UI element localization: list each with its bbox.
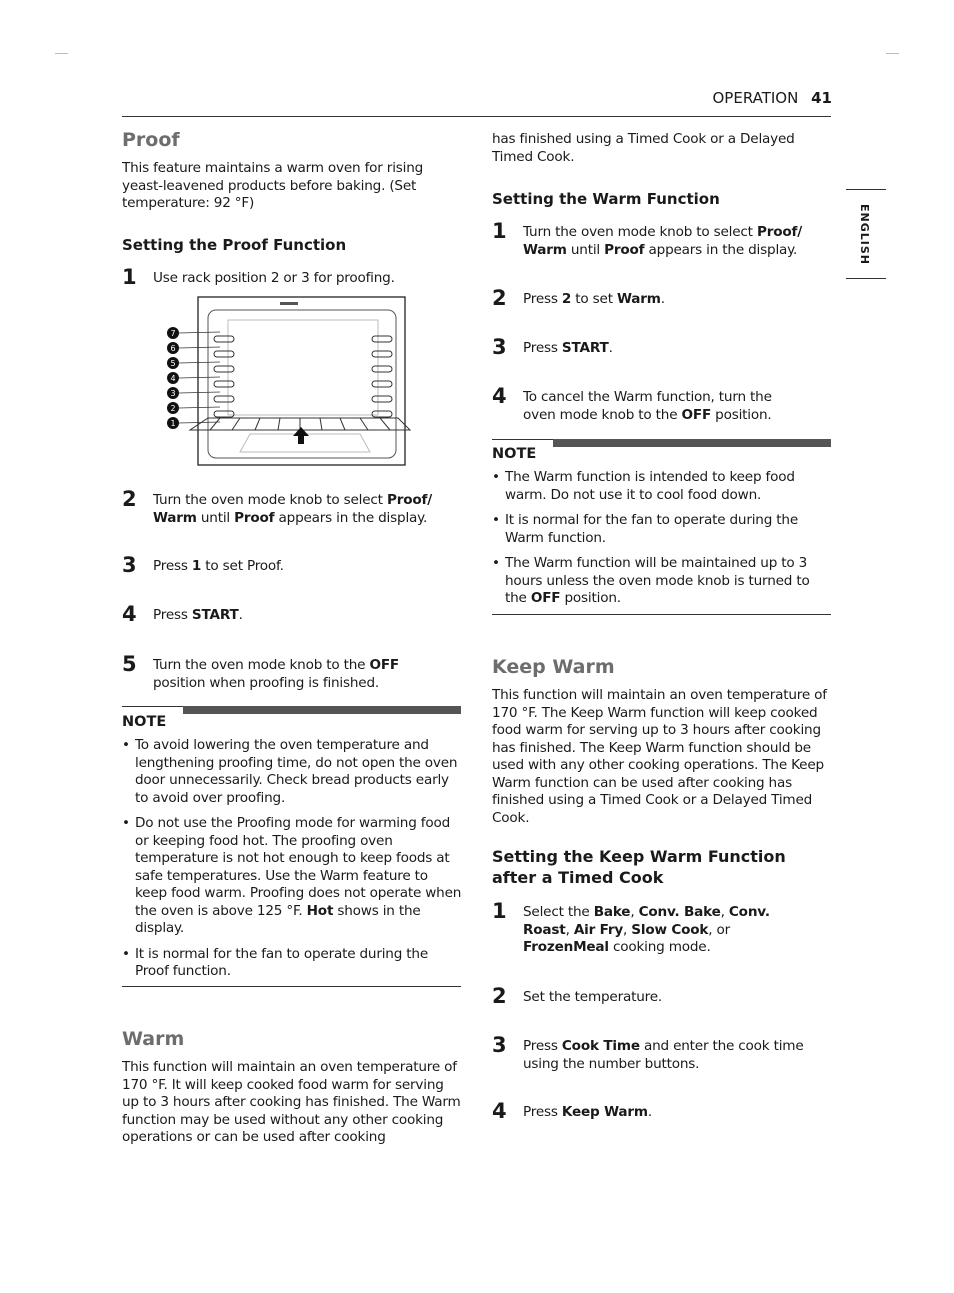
step-text xyxy=(523,1034,808,1073)
rack-support xyxy=(372,351,392,357)
rack-support xyxy=(372,336,392,342)
step-text xyxy=(523,985,808,1007)
keep-warm-title: Keep Warm xyxy=(492,656,615,678)
step-3 xyxy=(492,1034,802,1073)
text-segment: Press xyxy=(523,1104,562,1120)
step-number: 2 xyxy=(492,286,507,310)
note-bar xyxy=(183,706,461,714)
rack-position-label: 4 xyxy=(170,374,176,383)
rack-support xyxy=(372,381,392,387)
language-tab xyxy=(846,189,886,279)
step-2 xyxy=(492,985,802,1007)
warm-intro-continued: has finished using a Timed Cook or a Delayed Timed Cook. xyxy=(492,131,795,165)
rack-position-label: 2 xyxy=(170,404,176,413)
text-segment: cooking mode. xyxy=(608,939,711,955)
note-item xyxy=(122,815,462,938)
rack-position-label: 6 xyxy=(170,344,176,353)
text-segment: To cancel the Warm function, turn the oven mode knob to the xyxy=(523,389,772,423)
rack-support xyxy=(372,411,392,417)
text-segment: To avoid lowering the oven temperature and lengthening proofing time, do not open the oven door unnecessarily. Check bread products early to avoid over proofing. xyxy=(135,737,458,806)
text-segment: appears in the display. xyxy=(274,509,428,526)
text-segment: Proof/ Warm xyxy=(153,492,432,526)
step-number: 5 xyxy=(122,652,137,676)
text-segment: Use rack position 2 or 3 for proofing. xyxy=(153,270,395,286)
rack-support xyxy=(214,396,234,402)
text-segment: The Warm function is intended to keep food warm. Do not use it to cool food down. xyxy=(505,469,795,503)
step-number: 4 xyxy=(492,384,507,408)
text-segment: Proof xyxy=(604,241,645,258)
text-segment: START xyxy=(191,607,239,623)
step-text xyxy=(153,488,438,527)
header-rule xyxy=(122,116,831,117)
text-segment: Select the xyxy=(523,904,594,920)
keep-warm-subtitle: Setting the Keep Warm Function after a Timed Cook xyxy=(492,847,786,887)
text-segment: OFF xyxy=(369,657,399,673)
text-segment: It is normal for the fan to operate during the Proof function. xyxy=(135,945,428,979)
text-segment: START xyxy=(561,340,609,356)
text-segment: Press xyxy=(523,1038,562,1054)
section-rule xyxy=(492,614,831,615)
page-header xyxy=(712,89,832,107)
rack-support xyxy=(214,381,234,387)
text-segment: until xyxy=(566,241,605,258)
warm-intro: This function will maintain an oven temperature of 170 °F. It will keep cooked food warm for serving up to 3 hours after cooking has finished. The Warm function may be used without any other cooking operations or can be used after cooking xyxy=(122,1059,461,1145)
text-segment: Proof/ Warm xyxy=(523,224,802,258)
step-3 xyxy=(492,336,802,358)
warm-title: Warm xyxy=(122,1028,185,1050)
step-1 xyxy=(492,900,802,957)
step-text xyxy=(153,554,438,576)
step-4 xyxy=(122,603,432,625)
text-segment: to set Proof. xyxy=(201,558,284,574)
text-segment: Press xyxy=(153,607,192,623)
text-segment: , xyxy=(720,904,729,920)
section-rule xyxy=(122,986,461,987)
rack-position-label: 7 xyxy=(170,329,176,338)
text-segment: and enter the cook time using the number buttons. xyxy=(523,1038,804,1072)
text-segment: Conv. Roast xyxy=(523,904,770,938)
rack-support xyxy=(372,366,392,372)
text-segment: Hot xyxy=(306,902,334,919)
text-segment: Proof xyxy=(234,509,275,526)
step-5 xyxy=(122,653,432,692)
text-segment: appears in the display. xyxy=(644,241,798,258)
text-segment: 1 xyxy=(191,558,202,574)
text-segment: Turn the oven mode knob to the xyxy=(153,657,370,673)
note-item xyxy=(122,737,462,807)
proof-notes xyxy=(122,737,462,989)
text-segment: OFF xyxy=(530,590,561,606)
step-text xyxy=(153,653,438,692)
step-text xyxy=(153,266,438,288)
rack-position-label: 3 xyxy=(170,389,176,398)
step-text xyxy=(153,603,438,625)
step-text xyxy=(523,336,808,358)
step-number: 1 xyxy=(492,899,507,923)
step-number: 2 xyxy=(122,487,137,511)
text-segment: Press xyxy=(523,340,562,356)
step-number: 3 xyxy=(492,1033,507,1057)
text-segment: , xyxy=(630,904,639,920)
note-item xyxy=(492,512,822,547)
section-name: OPERATION xyxy=(712,89,799,107)
proof-title: Proof xyxy=(122,129,180,151)
text-segment: shows in the display. xyxy=(135,902,421,936)
warm-subtitle: Setting the Warm Function xyxy=(492,190,720,208)
step-1 xyxy=(492,220,802,259)
rack-support xyxy=(372,396,392,402)
rack-position-label: 5 xyxy=(170,359,176,368)
rack-support xyxy=(214,366,234,372)
step-2 xyxy=(122,488,432,527)
keep-warm-intro: This function will maintain an oven temperature of 170 °F. The Keep Warm function will keep cooked food warm for serving up to 3 hours after cooking has finished. The Keep Warm function should be used with any other cooking operations. The Keep Warm function can be used after cooking has finished using a Timed Cook or a Delayed Timed Cook. xyxy=(492,687,827,826)
rack-support xyxy=(214,351,234,357)
step-number: 4 xyxy=(492,1099,507,1123)
note-bar xyxy=(553,439,831,447)
text-segment: The Warm function will be maintained up to 3 hours unless the oven mode knob is turned to the xyxy=(505,555,810,606)
text-segment: . xyxy=(608,340,613,356)
text-segment: to set xyxy=(571,291,617,307)
warm-notes xyxy=(492,469,822,616)
step-text xyxy=(523,287,808,309)
text-segment: FrozenMeal xyxy=(523,939,609,955)
note-item xyxy=(122,946,462,981)
text-segment: Air Fry xyxy=(573,921,624,938)
oven-rack-diagram xyxy=(160,294,420,468)
note-label: NOTE xyxy=(122,714,167,730)
step-3 xyxy=(122,554,432,576)
text-segment: . xyxy=(660,291,665,307)
step-number: 1 xyxy=(492,219,507,243)
text-segment: , xyxy=(565,921,574,938)
step-number: 1 xyxy=(122,265,137,289)
text-segment: position. xyxy=(711,406,772,423)
step-1 xyxy=(122,266,432,288)
text-segment: Keep Warm xyxy=(561,1104,648,1120)
proof-intro: This feature maintains a warm oven for rising yeast-leavened products before baking. (Set temperature: 92 °F) xyxy=(122,160,424,211)
text-segment: . xyxy=(238,607,243,623)
note-item xyxy=(492,555,822,608)
step-number: 4 xyxy=(122,602,137,626)
crop-mark xyxy=(55,53,68,54)
text-segment: Conv. Bake xyxy=(638,904,721,920)
text-segment: Bake xyxy=(593,904,631,920)
text-segment: OFF xyxy=(681,406,712,423)
text-segment: 2 xyxy=(561,291,572,307)
text-segment: Slow Cook xyxy=(631,921,709,938)
note-label: NOTE xyxy=(492,446,537,462)
text-segment: Set the temperature. xyxy=(523,989,663,1005)
rack-position-label: 1 xyxy=(170,419,176,428)
step-2 xyxy=(492,287,802,309)
text-segment: . xyxy=(647,1104,652,1120)
step-number: 3 xyxy=(122,553,137,577)
step-text xyxy=(523,900,808,957)
text-segment: Press xyxy=(523,291,562,307)
text-segment: position. xyxy=(560,590,621,606)
step-4 xyxy=(492,385,802,424)
text-segment: Cook Time xyxy=(561,1038,640,1054)
step-number: 3 xyxy=(492,335,507,359)
rack-support xyxy=(214,411,234,417)
crop-mark xyxy=(886,53,899,54)
text-segment: , or xyxy=(708,921,731,938)
text-segment: Warm xyxy=(616,291,661,307)
text-segment: , xyxy=(623,921,632,938)
text-segment: Press xyxy=(153,558,192,574)
step-text xyxy=(523,220,808,259)
proof-subtitle: Setting the Proof Function xyxy=(122,236,347,254)
step-text xyxy=(523,385,808,424)
page-number: 41 xyxy=(811,89,832,107)
text-segment: Turn the oven mode knob to select xyxy=(523,224,757,240)
text-segment: It is normal for the fan to operate during the Warm function. xyxy=(505,512,798,546)
step-text xyxy=(523,1100,808,1122)
text-segment: Turn the oven mode knob to select xyxy=(153,492,387,508)
text-segment: until xyxy=(196,509,235,526)
rack-support xyxy=(214,336,234,342)
language-label: ENGLISH xyxy=(858,204,871,265)
step-number: 2 xyxy=(492,984,507,1008)
text-segment: position when proofing is finished. xyxy=(153,674,380,691)
step-4 xyxy=(492,1100,802,1122)
note-item xyxy=(492,469,822,504)
text-segment: Do not use the Proofing mode for warming food or keeping food hot. The proofing oven temperature is not hot enough to keep foods at safe temperatures. Use the Warm feature to keep food warm. Proofing does not operate when the oven is above 125 °F. xyxy=(135,815,462,919)
